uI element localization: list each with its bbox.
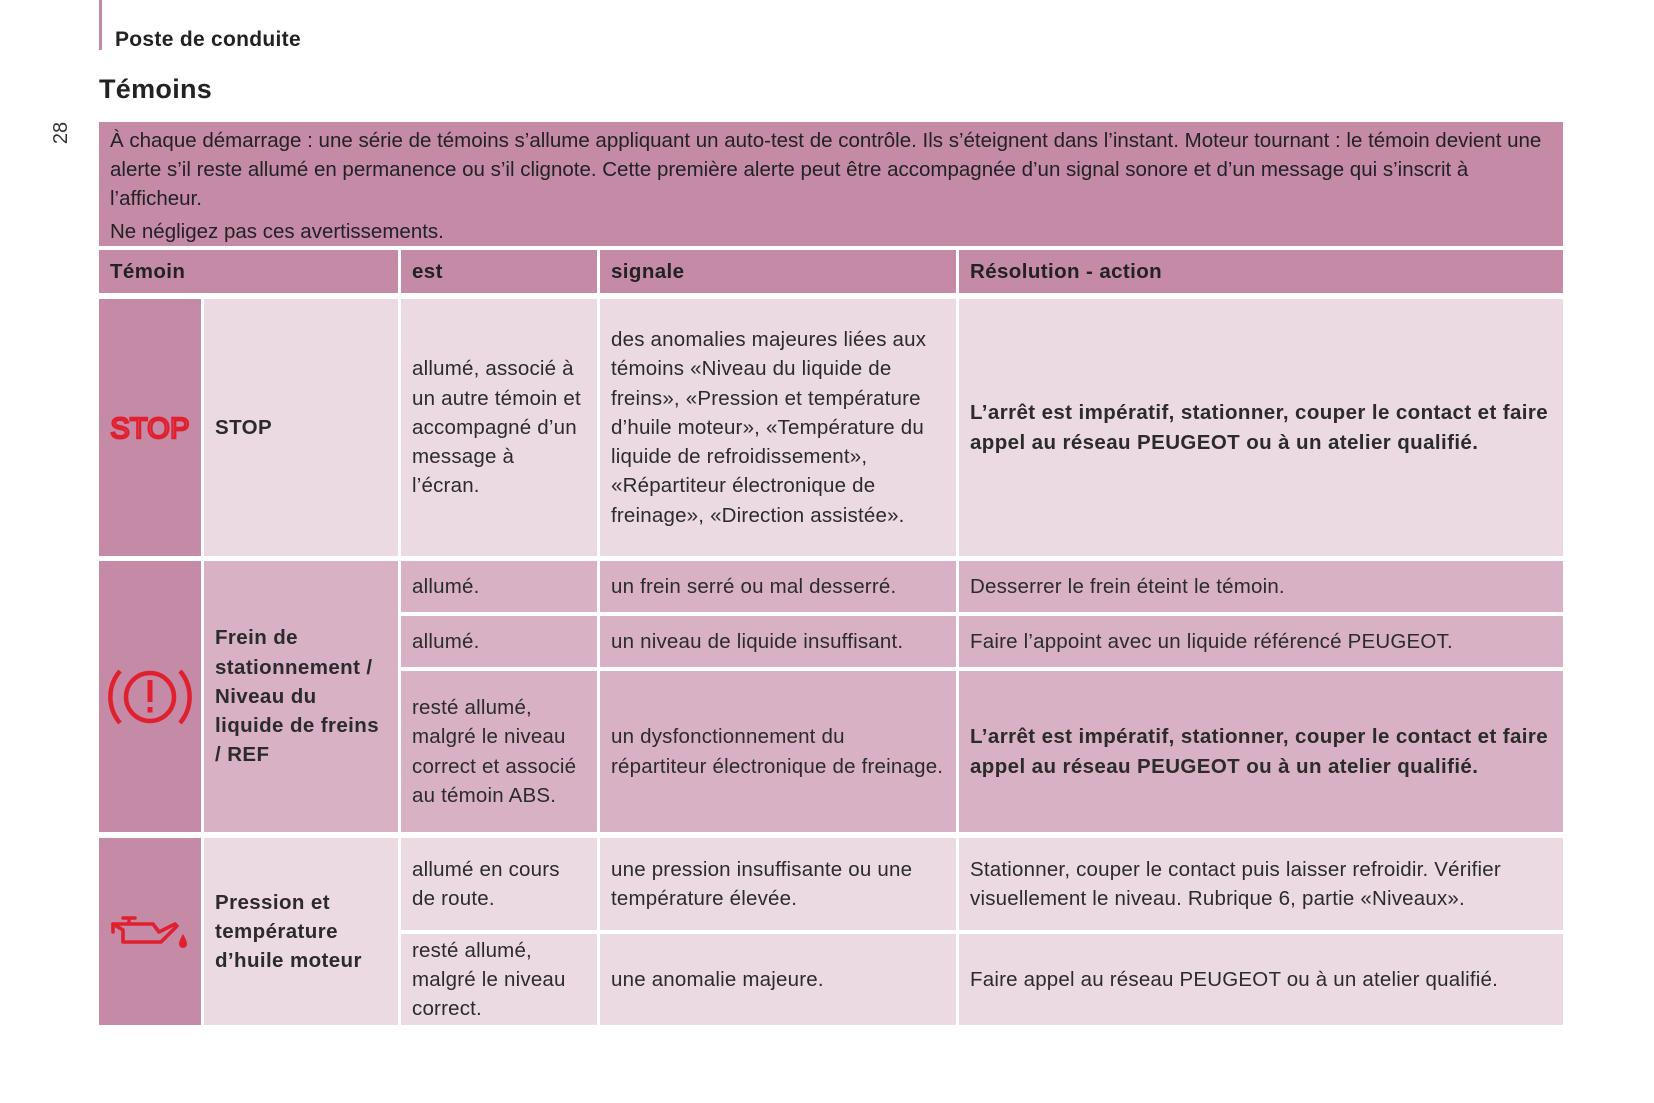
oil-row-1-signale-text: une pression insuffisante ou une température élevée. <box>611 857 913 910</box>
margin-rule <box>99 0 102 50</box>
page-title: Témoins <box>99 74 213 104</box>
stop-icon-cell <box>99 299 201 556</box>
column-header-est: est <box>401 250 597 293</box>
oil-pressure-icon <box>109 912 191 952</box>
oil-row-2-signale: une anomalie majeure. <box>600 934 956 1025</box>
column-header-temoin: Témoin <box>99 250 398 293</box>
section-label: Poste de conduite <box>115 28 301 51</box>
oil-row-1-est-text: allumé en cours de route. <box>412 857 560 910</box>
oil-row-2-action-text: Faire appel au réseau PEUGEOT ou à un atelier qualifié. <box>970 967 1498 991</box>
intro-paragraph: À chaque démarrage : une série de témoins s’allume appliquant un auto-test de contrôle. Ils s’éteignent dans l’instant. Moteur tournant : le témoin devient une alerte s’il reste allumé en permanence ou s’il clignote. Cette première alerte peut être accompagnée d’un signal sonore et d’un message qui s’inscrit à l’afficheur. <box>110 129 1542 210</box>
page-number: 28 <box>50 121 72 145</box>
brake-row-3-est <box>401 671 597 832</box>
stop-signale <box>600 299 956 556</box>
oil-row-1-action <box>959 838 1563 930</box>
stop-est-text: allumé, associé à un autre témoin et accompagné d’un message à l’écran. <box>412 357 581 498</box>
brake-light-name-text: Frein de stationnement / Niveau du liquide de freins / REF <box>215 626 379 767</box>
stop-action-text: L’arrêt est impératif, stationner, couper le contact et faire appel au réseau PEUGEOT ou à un atelier qualifié. <box>970 401 1549 454</box>
oil-row-1-est <box>401 838 597 930</box>
intro-warning: Ne négligez pas ces avertissements. <box>110 220 444 243</box>
oil-row-2-est <box>401 934 597 1025</box>
brake-row-3-est-text: resté allumé, malgré le niveau correct et associé au témoin ABS. <box>412 695 577 807</box>
oil-icon-cell <box>99 838 201 1025</box>
brake-warning-icon <box>108 663 192 731</box>
oil-light-name <box>204 838 398 1025</box>
stop-icon-text: STOP <box>110 412 190 445</box>
brake-row-3-action <box>959 671 1563 832</box>
stop-action <box>959 299 1563 556</box>
intro-box <box>99 122 1563 246</box>
brake-row-3-signale-text: un dysfonctionnement du répartiteur électronique de freinage. <box>611 725 944 778</box>
column-header-action: Résolution - action <box>959 250 1563 293</box>
brake-row-2-signale: un niveau de liquide insuffisant. <box>600 616 956 667</box>
stop-warning-icon <box>104 411 196 445</box>
oil-row-2-est-text: resté allumé, malgré le niveau correct. <box>412 938 566 1021</box>
brake-row-3-signale <box>600 671 956 832</box>
column-header-signale: signale <box>600 250 956 293</box>
brake-row-2-est: allumé. <box>401 616 597 667</box>
brake-light-name <box>204 561 398 832</box>
stop-signale-text: des anomalies majeures liées aux témoins «Niveau du liquide de freins», «Pression et température d’huile moteur», «Température du liquide de refroidissement», «Répartiteur électronique de freinage», «Direction assistée». <box>611 327 927 527</box>
brake-row-1-signale: un frein serré ou mal desserré. <box>600 561 956 612</box>
stop-est <box>401 299 597 556</box>
brake-row-3-action-text: L’arrêt est impératif, stationner, couper le contact et faire appel au réseau PEUGEOT ou à un atelier qualifié. <box>970 725 1549 778</box>
brake-row-2-action: Faire l’appoint avec un liquide référencé PEUGEOT. <box>959 616 1563 667</box>
stop-light-name: STOP <box>204 299 398 556</box>
oil-row-2-action <box>959 934 1563 1025</box>
brake-row-1-action: Desserrer le frein éteint le témoin. <box>959 561 1563 612</box>
brake-row-1-est: allumé. <box>401 561 597 612</box>
oil-row-1-action-text: Stationner, couper le contact puis laisser refroidir. Vérifier visuellement le niveau. Rubrique 6, partie «Niveaux». <box>970 857 1501 910</box>
oil-light-name-text: Pression et température d’huile moteur <box>215 890 362 973</box>
brake-icon-cell <box>99 561 201 832</box>
oil-row-1-signale <box>600 838 956 930</box>
